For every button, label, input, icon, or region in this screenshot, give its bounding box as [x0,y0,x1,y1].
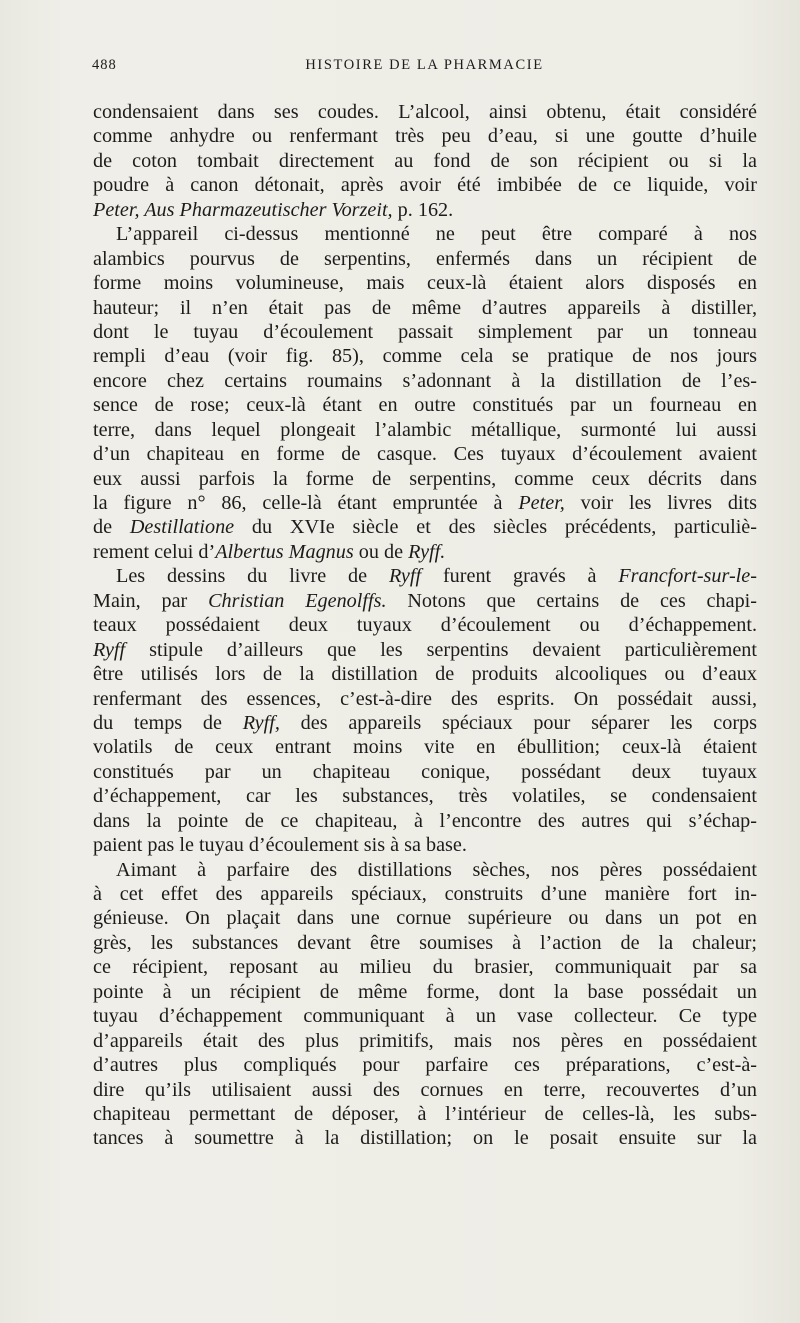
text-line: de coton tombait directement au fond de son récipient ou si la [93,149,757,172]
text-line: Aimant à parfaire des distillations sèches, nos pères possédaient [116,858,757,881]
text-line: comme anhydre ou renfermant très peu d’eau, si une goutte d’huile [93,125,757,148]
text-line: tances à soumettre à la distillation; on le posait ensuite sur la [93,1127,757,1150]
text-line: terre, dans lequel plongeait l’alambic métallique, surmonté lui aussi [93,418,757,441]
body-text [93,100,757,1151]
text-line: d’autres plus compliqués pour parfaire ces préparations, c’est-à- [93,1054,757,1077]
text-run: des appareils spéciaux pour séparer les corps [279,711,757,734]
text-line: génieuse. On plaçait dans une cornue supérieure ou dans un pot en [93,907,757,930]
text-line: hauteur; il n’en était pas de même d’autres appareils à distiller, [93,296,757,319]
text-line [93,198,757,222]
text-line: sence de rose; ceux-là étant en outre constitués par un fourneau en [93,394,757,417]
italic-reference: Destillatione [129,516,235,539]
text-line [93,564,757,588]
text-line: eux aussi parfois la forme de serpentins, comme ceux décrits dans [93,467,757,490]
italic-reference: Francfort-sur-le- [618,565,757,588]
text-run: du temps de [93,711,243,734]
text-line: condensaient dans ses coudes. L’alcool, ainsi obtenu, était considéré [93,101,757,123]
text-run: rement celui d’ [93,540,216,563]
text-line [93,515,757,539]
text-line: d’un chapiteau en forme de casque. Ces tuyaux d’écoulement avaient [93,443,757,466]
italic-reference: Albertus Magnus [215,540,354,563]
text-line: paient pas le tuyau d’écoulement sis à sa base. [93,834,467,857]
text-line [93,540,757,564]
text-run: la figure n° 86, celle-là étant empruntée à [93,492,519,514]
text-line: d’échappement, car les substances, très volatiles, se condensaient [93,785,757,808]
page-number: 488 [92,57,117,73]
text-run: ou de [353,540,409,563]
italic-reference: Christian Egenolffs. [208,589,387,612]
text-line: alambics pourvus de serpentins, enfermés dans un récipient de [93,247,757,270]
text-line: teaux possédaient deux tuyaux d’écoulement ou d’échappement. [93,614,757,637]
text-line: ce récipient, reposant au milieu du brasier, communiquait par sa [93,956,757,979]
text-run: Main, par [93,589,209,612]
text-run: voir les livres dits [564,492,758,514]
text-line: dans la pointe de ce chapiteau, à l’encontre des autres qui s’échap- [93,809,757,832]
text-line: volatils de ceux entrant moins vite en ébullition; ceux-là étaient [93,736,757,759]
italic-reference: Peter, Aus Pharmazeutischer Vorzeit, [93,198,393,221]
text-run: stipule d’ailleurs que les serpentins devaient particulièrement [125,638,757,661]
text-run: p. 162. [392,198,454,221]
text-run: Les dessins du livre de [116,565,389,588]
text-line: constitués par un chapiteau conique, possédant deux tuyaux [93,760,757,783]
text-line [93,491,757,515]
text-run: de [93,516,130,539]
text-line: poudre à canon détonait, après avoir été imbibée de ce liquide, voir [93,174,757,197]
italic-reference: Ryff [93,638,126,661]
text-line: à cet effet des appareils spéciaux, construits d’une manière fort in- [93,883,757,905]
text-line: pointe à un récipient de même forme, dont la base possédait un [93,980,757,1003]
italic-reference: Ryff, [242,711,280,734]
italic-reference: Ryff [388,565,422,588]
page-header [92,57,757,81]
text-line: encore chez certains roumains s’adonnant à la distillation de l’es- [93,369,757,392]
text-line: L’appareil ci-dessus mentionné ne peut être comparé à nos [116,223,757,246]
text-line [93,711,757,735]
text-line: chapiteau permettant de déposer, à l’intérieur de celles-là, les subs- [93,1102,757,1125]
text-line: dont le tuyau d’écoulement passait simplement par un tonneau [93,320,757,343]
text-line: être utilisés lors de la distillation de produits alcooliques ou d’eaux [93,663,757,686]
text-line: forme moins volumineuse, mais ceux-là étaient alors disposés en [93,272,757,295]
text-line: tuyau d’échappement communiquant à un vase collecteur. Ce type [93,1005,757,1028]
text-line: rempli d’eau (voir fig. 85), comme cela se pratique de nos jours [93,345,757,368]
text-line [93,638,757,662]
italic-reference: Ryff. [408,540,446,563]
text-run: Notons que certains de ces chapi- [386,589,757,612]
text-line: renfermant des essences, c’est-à-dire des esprits. On possédait aussi, [93,687,757,710]
text-line [93,589,757,613]
running-title: HISTOIRE DE LA PHARMACIE [305,57,544,73]
text-run: furent gravés à [421,565,619,588]
italic-reference: Peter, [518,492,565,514]
text-line: d’appareils était des plus primitifs, mais nos pères en possédaient [93,1029,757,1052]
text-run: du XVIe siècle et des siècles précédents, particuliè- [234,516,757,539]
text-line: dire qu’ils utilisaient aussi des cornues en terre, recouvertes d’un [93,1078,757,1101]
text-line: grès, les substances devant être soumises à l’action de la chaleur; [93,931,757,954]
